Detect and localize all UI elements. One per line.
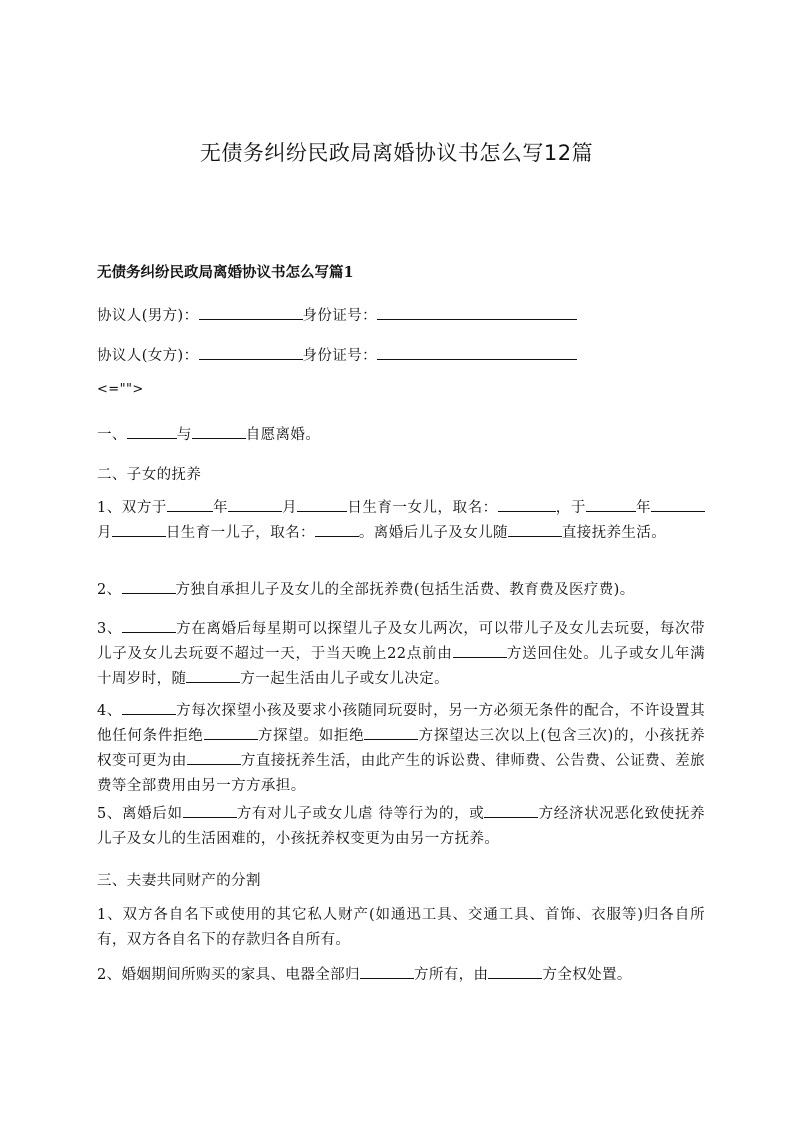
husband-id-blank [377,306,577,320]
text: 年 [212,500,229,516]
wife-label: 协议人(女方)： [97,348,199,364]
clause-1-text: 自愿离婚。 [245,427,321,443]
section-subtitle: 无债务纠纷民政局离婚协议书怎么写篇1 [97,264,354,281]
section-2-heading: 二、子女的抚养 [97,467,202,483]
paragraph-2-4 [97,699,705,799]
blank [204,726,258,740]
section-3-heading: 三、夫妻共同财产的分割 [97,873,261,889]
paragraph-2-3 [97,617,705,692]
clause-1 [97,423,705,444]
blank [364,726,418,740]
wife-id-blank [377,346,577,360]
wife-line [97,344,705,365]
text: 方探望。如拒绝 [257,728,365,744]
text: 4、 [97,703,122,719]
husband-name-blank [199,306,303,320]
text: 方独自承担儿子及女儿的全部抚养费(包括生活费、教育费及医疗费)。 [175,582,635,598]
paragraph-3-1: 1、双方各自名下或使用的其它私人财产(如通迅工具、交通工具、首饰、衣服等)归各自所有，双方各自名下的存款归各自所有。 [97,907,705,948]
text: 月 [97,525,112,541]
blank [122,580,176,594]
text: 年 [635,500,652,516]
stray-markup: <=""> [97,382,144,397]
blank [360,965,414,979]
text: 2、婚姻期间所购买的家具、电器全部归 [97,967,360,983]
text: 5、离婚后如 [97,806,183,822]
text: 方有对儿子或女儿虐 待等行为的，或 [236,806,485,822]
paragraph-3-2 [97,963,705,988]
paragraph-2-5 [97,802,705,852]
document-title: 无债务纠纷民政局离婚协议书怎么写12篇 [199,141,594,165]
blank [183,804,237,818]
text: 2、 [97,582,122,598]
blank [186,669,240,683]
blank [586,498,636,512]
husband-line [97,304,705,325]
party-a-blank [127,425,177,439]
blank [122,619,176,633]
text: 。离婚后儿子及女儿随 [358,525,508,541]
blank [112,523,166,537]
blank [453,644,507,658]
blank [297,498,347,512]
blank [488,965,542,979]
text: 方每次探望小孩及要求小孩随同玩耍时，另一方必须无条件的配合，不许设置其他任何条件拒绝 [97,703,706,744]
text: 方送回住处。儿子或女儿年满十周岁时，随 [97,646,705,687]
text: 方所有，由 [413,967,489,983]
blank [167,498,213,512]
blank [484,804,538,818]
wife-id-label: 身份证号： [302,348,378,364]
text: 方全权处置。 [542,967,632,983]
blank [315,523,359,537]
text: 月 [282,500,298,516]
blank [187,751,241,765]
text: ，于 [555,500,586,516]
text: 3、 [97,621,122,637]
husband-label: 协议人(男方)： [97,308,199,324]
blank [498,498,556,512]
text: 日生育一儿子，取名： [165,525,315,541]
text: 方一起生活由儿子或女儿决定。 [240,671,450,687]
party-b-blank [192,425,246,439]
husband-id-label: 身份证号： [302,308,378,324]
paragraph-2-1 [97,496,705,546]
blank [228,498,282,512]
text: 方在离婚后每星期可以探望儿子及女儿两次，可以带儿子及女儿去玩耍，每次带儿子及女儿去玩耍不超过一天，于当天晚上22点前由 [97,621,706,662]
text: 方探望达三次以上(包含三次)的，小孩抚养权变可更为由 [97,728,705,769]
clause-1-number: 一、 [97,427,127,443]
blank [651,498,705,512]
text: 日生育一女儿，取名： [347,500,498,516]
text: 直接抚养生活。 [561,525,667,541]
text: 1、双方于 [97,500,167,516]
text: 方直接抚养生活，由此产生的诉讼费、律师费、公告费、公证费、差旅费等全部费用由另一方方承担。 [97,753,705,794]
blank [508,523,562,537]
text: 方经济状况恶化致使抚养儿子及女儿的生活困难的，小孩抚养权变更为由另一方抚养。 [97,806,705,847]
clause-1-and: 与 [176,427,192,443]
paragraph-2-2 [97,578,705,603]
blank [122,701,176,715]
wife-name-blank [199,346,303,360]
